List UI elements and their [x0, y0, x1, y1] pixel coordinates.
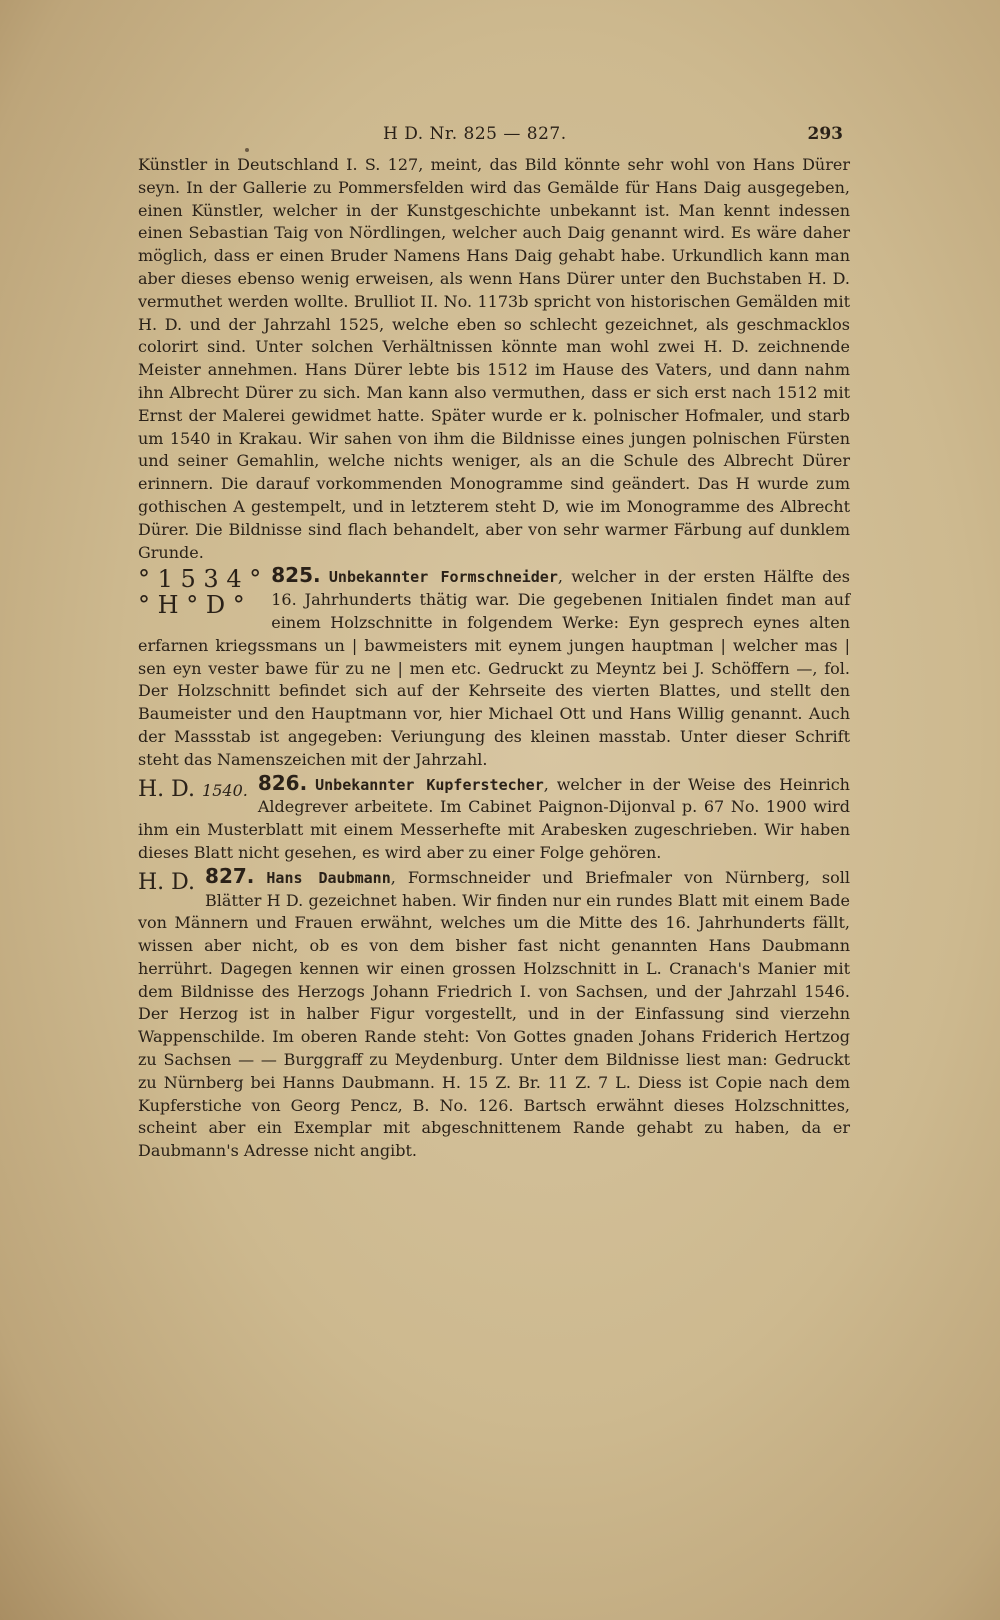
entry-text: , welcher in der Weise des Heinrich Aldegrever arbeitete. Im Cabinet Paignon-Dijonval p. 67 No. 1900 wird ihm ein Musterblatt mit einem Messerhefte mit Arabesken zugeschrieben. Wir haben dieses Blatt nicht gesehen, es wird aber zu einer Folge gehören. — [138, 774, 850, 862]
print-mark — [245, 148, 249, 152]
running-head: H D. Nr. 825 — 827. — [383, 124, 567, 144]
entry-number: 825. — [271, 563, 321, 588]
entry-825 — [138, 564, 850, 771]
page-header — [138, 124, 843, 154]
monogram-825-line1: ° 1 5 3 4 ° — [138, 565, 262, 594]
entry-number: 827. — [205, 863, 255, 888]
entry-text: , Formschneider und Briefmaler von Nürnberg, soll Blätter H D. gezeichnet haben. Wir finden nur ein rundes Blatt mit einem Bade von Männern und Frauen erwähnt, welches um die Mitte des 16. Jahrhunderts fällt, wissen aber nicht, ob es von dem bisher fast nicht genannten Hans Daubmann herrührt. Dagegen kennen wir einen grossen Holzschnitt in L. Cranach's Manier mit dem Bildnisse des Herzogs Johann Friedrich I. von Sachsen, und der Jahrzahl 1546. Der Herzog ist in halber Figur vorgestellt, und in der Einfassung sind vierzehn Wappenschilde. Im oberen Rande steht: Von Gottes gnaden Johans Friderich Hertzog zu Sachsen — — Burggraff zu Meydenburg. Unter dem Bildnisse liest man: Gedruckt zu Nürnberg bei Hanns Daubmann. H. 15 Z. Br. 11 Z. 7 L. Diess ist Copie nach dem Kupferstiche von Georg Pencz, B. No. 126. Bartsch erwähnt dieses Holzschnittes, scheint aber ein Exemplar mit abgeschnittenem Rande gehabt zu haben, da er Daubmann's Adresse nicht angibt. — [138, 867, 850, 1161]
entry-title: Unbekannter Formschneider — [328, 568, 558, 587]
entry-text: , welcher in der ersten Hälfte des 16. Jahrhunderts thätig war. Die gegebenen Initialen findet man auf einem Holzschnitte in folgendem Werke: Eyn gesprech eynes alten erfarnen kriegssmans un | bawmeisters mit eynem jungen hauptman | welcher mas | sen eyn vester bawe für zu ne | men etc. Gedruckt zu Meyntz bei J. Schöffern —, fol. Der Holzschnitt befindet sich auf der Kehrseite des vierten Blattes, und stellt den Baumeister und den Hauptmann vor, hier Michael Ott und Hans Willig genannt. Auch der Massstab ist angegeben: Veriungung des kleinen masstab. Unter dieser Schrift steht das Namenszeichen mit der Jahrzahl. — [138, 567, 850, 769]
entry-title: Hans Daubmann — [266, 868, 391, 887]
intro-paragraph: Künstler in Deutschland I. S. 127, meint, das Bild könnte sehr wohl von Hans Dürer seyn. In der Gallerie zu Pommersfelden wird das Gemälde für Hans Daig ausgegeben, einen Künstler, welcher in der Kunstgeschichte unbekannt ist. Man kennt indessen einen Sebastian Taig von Nördlingen, welcher auch Daig genannt wird. Es wäre daher möglich, dass er einen Bruder Namens Hans Daig gehabt habe. Urkundlich kann man aber dieses ebenso wenig erweisen, als wenn Hans Dürer unter den Buchstaben H. D. vermuthet werden wollte. Brulliot II. No. 1173b spricht von historischen Gemälden mit H. D. und der Jahrzahl 1525, welche eben so schlecht gezeichnet, als geschmacklos colorirt sind. Unter solchen Verhältnissen könnte man wohl zwei H. D. zeichnende Meister annehmen. Hans Dürer lebte bis 1512 im Hause des Vaters, und dann nahm ihn Albrecht Dürer zu sich. Man kann also vermuthen, dass er sich erst nach 1512 mit Ernst der Malerei gewidmet hatte. Später wurde er k. polnischer Hofmaler, und starb um 1540 in Krakau. Wir sahen von ihm die Bildnisse eines jungen polnischen Fürsten und seiner Gemahlin, welche nichts weniger, als an die Schule des Albrecht Dürer erinnern. Die darauf vorkommenden Monogramme sind geändert. Das H wurde zum gothischen A gestempelt, und in letzterem steht D, wie im Monogramme des Albrecht Dürer. Die Bildnisse sind flach behandelt, aber von sehr warmer Färbung auf dunklem Grunde. — [138, 155, 850, 562]
monogram-825-line2: ° H ° D ° — [138, 591, 245, 620]
page-number: 293 — [807, 124, 843, 144]
monogram-827: H. D. — [138, 869, 196, 895]
entry-title: Unbekannter Kupferstecher — [315, 775, 544, 794]
entry-number: 826. — [257, 770, 308, 795]
monogram-825 — [138, 566, 261, 618]
monogram-826-letters: H. D. — [138, 776, 196, 802]
entry-827 — [138, 865, 850, 1163]
body-text — [138, 154, 850, 1163]
entry-826 — [138, 772, 850, 865]
monogram-826-year: 1540. — [202, 780, 248, 800]
monogram-826 — [138, 778, 248, 803]
